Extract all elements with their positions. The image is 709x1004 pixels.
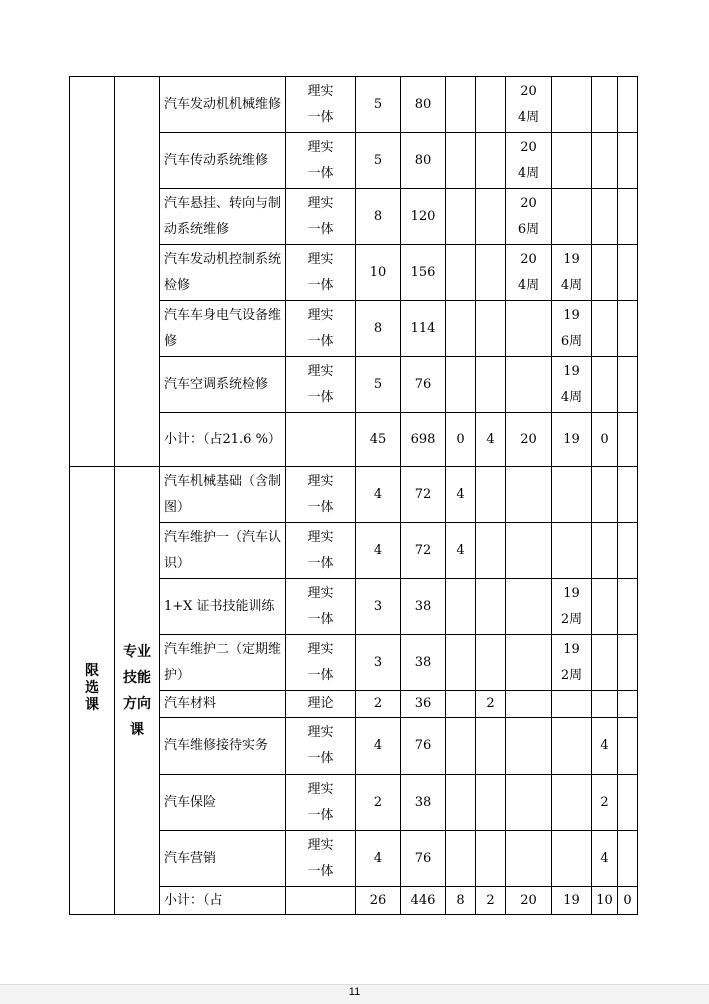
semester-3-cell (506, 635, 552, 691)
semester-3-cell (506, 691, 552, 718)
semester-1-cell (446, 77, 476, 133)
course-name-cell: 汽车发动机控制系统检修 (160, 245, 286, 301)
credits-cell: 8 (356, 301, 401, 357)
semester-4-cell (552, 775, 592, 831)
course-name-cell: 汽车材料 (160, 691, 286, 718)
semester-6-cell (618, 133, 638, 189)
course-type-cell (286, 887, 356, 915)
semester-5-cell (592, 635, 618, 691)
semester-4-cell (552, 77, 592, 133)
hours-cell: 38 (401, 579, 446, 635)
semester-4-cell (552, 467, 592, 523)
semester-2-cell (476, 467, 506, 523)
semester-5-cell (592, 301, 618, 357)
course-type-cell (286, 775, 356, 831)
semester-1-cell: 0 (446, 413, 476, 467)
course-name-cell: 小计：（占21.6 %） (160, 413, 286, 467)
course-name-cell: 汽车机械基础（含制图） (160, 467, 286, 523)
course-name-cell: 汽车保险 (160, 775, 286, 831)
course-name-cell: 汽车传动系统维修 (160, 133, 286, 189)
course-name-cell: 汽车车身电气设备维修 (160, 301, 286, 357)
semester-1-cell (446, 189, 476, 245)
semester-5-cell: 4 (592, 718, 618, 775)
semester-1-cell: 4 (446, 523, 476, 579)
semester-1-cell (446, 831, 476, 887)
credits-cell: 45 (356, 413, 401, 467)
course-type-cell-text: 理实一体 (307, 725, 334, 766)
category-label-cell (70, 467, 115, 915)
semester-2-cell (476, 245, 506, 301)
semester-3-cell (506, 357, 552, 413)
course-type-cell (286, 245, 356, 301)
semester-4-cell-text: 19 (563, 431, 580, 447)
semester-3-cell-text: 20 (520, 892, 537, 908)
curriculum-table (69, 76, 638, 915)
credits-cell: 10 (356, 245, 401, 301)
semester-6-cell (618, 579, 638, 635)
semester-1-cell (446, 775, 476, 831)
subcategory-label-cell-text: 专业技能方向课 (123, 643, 151, 738)
hours-cell: 446 (401, 887, 446, 915)
semester-6-cell (618, 691, 638, 718)
semester-1-cell (446, 133, 476, 189)
table-row (70, 77, 638, 133)
course-type-cell-text: 理实一体 (307, 139, 334, 181)
semester-5-cell (592, 133, 618, 189)
credits-cell: 5 (356, 357, 401, 413)
semester-1-cell: 4 (446, 467, 476, 523)
semester-3-cell (506, 775, 552, 831)
semester-4-cell-text: 192周 (560, 585, 583, 627)
hours-cell: 36 (401, 691, 446, 718)
semester-5-cell (592, 467, 618, 523)
credits-cell: 3 (356, 579, 401, 635)
semester-4-cell (552, 245, 592, 301)
semester-4-cell (552, 413, 592, 467)
semester-2-cell (476, 357, 506, 413)
course-type-cell (286, 579, 356, 635)
semester-4-cell (552, 301, 592, 357)
course-type-cell (286, 413, 356, 467)
course-type-cell (286, 691, 356, 718)
semester-6-cell (618, 413, 638, 467)
course-type-cell-text: 理实一体 (307, 529, 334, 571)
course-name-cell: 汽车维护二（定期维护） (160, 635, 286, 691)
course-name-cell: 汽车悬挂、转向与制动系统维修 (160, 189, 286, 245)
table-row (70, 467, 638, 523)
hours-cell: 76 (401, 831, 446, 887)
subcategory-cell-top (115, 77, 160, 467)
semester-1-cell: 8 (446, 887, 476, 915)
course-type-cell-text: 理实一体 (307, 363, 334, 405)
semester-3-cell (506, 467, 552, 523)
semester-5-cell (592, 245, 618, 301)
course-type-cell-text: 理实一体 (307, 837, 334, 879)
hours-cell: 72 (401, 523, 446, 579)
credits-cell: 4 (356, 718, 401, 775)
course-type-cell (286, 831, 356, 887)
semester-3-cell (506, 718, 552, 775)
semester-2-cell (476, 523, 506, 579)
semester-5-cell (592, 691, 618, 718)
hours-cell: 80 (401, 133, 446, 189)
hours-cell: 698 (401, 413, 446, 467)
semester-1-cell (446, 245, 476, 301)
subcategory-label-cell (115, 467, 160, 915)
course-type-cell-text: 理实一体 (307, 83, 334, 125)
semester-2-cell (476, 718, 506, 775)
semester-5-cell (592, 357, 618, 413)
semester-5-cell (592, 77, 618, 133)
semester-5-cell: 10 (592, 887, 618, 915)
semester-2-cell: 2 (476, 691, 506, 718)
semester-6-cell (618, 357, 638, 413)
semester-6-cell: 0 (618, 887, 638, 915)
course-type-cell (286, 301, 356, 357)
semester-2-cell: 4 (476, 413, 506, 467)
semester-4-cell-text: 196周 (560, 307, 583, 349)
hours-cell: 114 (401, 301, 446, 357)
hours-cell: 72 (401, 467, 446, 523)
semester-4-cell (552, 133, 592, 189)
semester-6-cell (618, 189, 638, 245)
semester-6-cell (618, 523, 638, 579)
semester-2-cell (476, 635, 506, 691)
semester-3-cell (506, 189, 552, 245)
semester-5-cell (592, 523, 618, 579)
course-type-cell (286, 189, 356, 245)
semester-3-cell-text: 204周 (517, 251, 540, 293)
credits-cell: 5 (356, 77, 401, 133)
course-name-cell: 汽车发动机机械维修 (160, 77, 286, 133)
course-type-cell-text: 理论 (307, 696, 334, 711)
course-type-cell (286, 467, 356, 523)
semester-2-cell: 2 (476, 887, 506, 915)
semester-3-cell (506, 133, 552, 189)
semester-3-cell (506, 301, 552, 357)
semester-2-cell (476, 133, 506, 189)
semester-2-cell (476, 775, 506, 831)
semester-4-cell-text: 194周 (560, 251, 583, 293)
course-type-cell-text: 理实一体 (307, 641, 334, 683)
course-name-cell: 汽车维护一（汽车认识） (160, 523, 286, 579)
semester-1-cell (446, 579, 476, 635)
course-name-cell: 汽车空调系统检修 (160, 357, 286, 413)
course-type-cell-text: 理实一体 (307, 251, 334, 293)
page-number: 11 (348, 986, 361, 998)
credits-cell: 26 (356, 887, 401, 915)
semester-4-cell (552, 887, 592, 915)
table-body (70, 77, 638, 915)
course-name-cell: 汽车维修接待实务 (160, 718, 286, 775)
semester-4-cell-text: 192周 (560, 641, 583, 683)
semester-6-cell (618, 831, 638, 887)
semester-6-cell (618, 635, 638, 691)
credits-cell: 4 (356, 831, 401, 887)
semester-3-cell (506, 831, 552, 887)
credits-cell: 2 (356, 691, 401, 718)
semester-6-cell (618, 775, 638, 831)
hours-cell: 38 (401, 775, 446, 831)
semester-4-cell (552, 718, 592, 775)
semester-5-cell: 2 (592, 775, 618, 831)
semester-5-cell (592, 579, 618, 635)
semester-4-cell (552, 831, 592, 887)
semester-6-cell (618, 467, 638, 523)
semester-3-cell (506, 579, 552, 635)
credits-cell: 2 (356, 775, 401, 831)
semester-5-cell: 0 (592, 413, 618, 467)
semester-2-cell (476, 579, 506, 635)
course-type-cell-text: 理实一体 (307, 195, 334, 237)
course-type-cell (286, 77, 356, 133)
hours-cell: 38 (401, 635, 446, 691)
course-type-cell-text: 理实一体 (307, 473, 334, 515)
course-type-cell-text: 理实一体 (307, 307, 334, 349)
hours-cell: 80 (401, 77, 446, 133)
semester-1-cell (446, 635, 476, 691)
semester-4-cell (552, 635, 592, 691)
course-type-cell (286, 635, 356, 691)
course-type-cell (286, 133, 356, 189)
semester-4-cell (552, 691, 592, 718)
semester-6-cell (618, 245, 638, 301)
course-type-cell-text: 理实一体 (307, 585, 334, 627)
semester-2-cell (476, 301, 506, 357)
hours-cell: 76 (401, 357, 446, 413)
semester-1-cell (446, 301, 476, 357)
course-name-cell: 1+X 证书技能训练 (160, 579, 286, 635)
semester-2-cell (476, 77, 506, 133)
semester-6-cell (618, 301, 638, 357)
semester-3-cell-text: 20 (520, 431, 537, 447)
semester-5-cell (592, 189, 618, 245)
category-cell-top (70, 77, 115, 467)
semester-4-cell (552, 357, 592, 413)
course-name-cell: 汽车营销 (160, 831, 286, 887)
category-label-cell-text: 限选课 (85, 663, 99, 713)
semester-3-cell (506, 77, 552, 133)
course-name-cell: 小计：（占 (160, 887, 286, 915)
hours-cell: 76 (401, 718, 446, 775)
semester-3-cell (506, 245, 552, 301)
semester-1-cell (446, 718, 476, 775)
course-type-cell (286, 718, 356, 775)
semester-6-cell (618, 718, 638, 775)
semester-1-cell (446, 357, 476, 413)
credits-cell: 8 (356, 189, 401, 245)
credits-cell: 4 (356, 467, 401, 523)
semester-1-cell (446, 691, 476, 718)
semester-6-cell (618, 77, 638, 133)
credits-cell: 5 (356, 133, 401, 189)
hours-cell: 120 (401, 189, 446, 245)
credits-cell: 4 (356, 523, 401, 579)
course-type-cell-text: 理实一体 (307, 781, 334, 823)
semester-5-cell: 4 (592, 831, 618, 887)
semester-4-cell-text: 19 (563, 892, 580, 908)
semester-3-cell-text: 204周 (517, 83, 540, 125)
hours-cell: 156 (401, 245, 446, 301)
semester-4-cell (552, 189, 592, 245)
semester-2-cell (476, 831, 506, 887)
semester-3-cell (506, 413, 552, 467)
semester-3-cell (506, 523, 552, 579)
semester-4-cell (552, 579, 592, 635)
semester-4-cell-text: 194周 (560, 363, 583, 405)
semester-2-cell (476, 189, 506, 245)
semester-3-cell-text: 204周 (517, 139, 540, 181)
semester-3-cell-text: 206周 (517, 195, 540, 237)
credits-cell: 3 (356, 635, 401, 691)
course-type-cell (286, 357, 356, 413)
semester-4-cell (552, 523, 592, 579)
semester-3-cell (506, 887, 552, 915)
course-type-cell (286, 523, 356, 579)
